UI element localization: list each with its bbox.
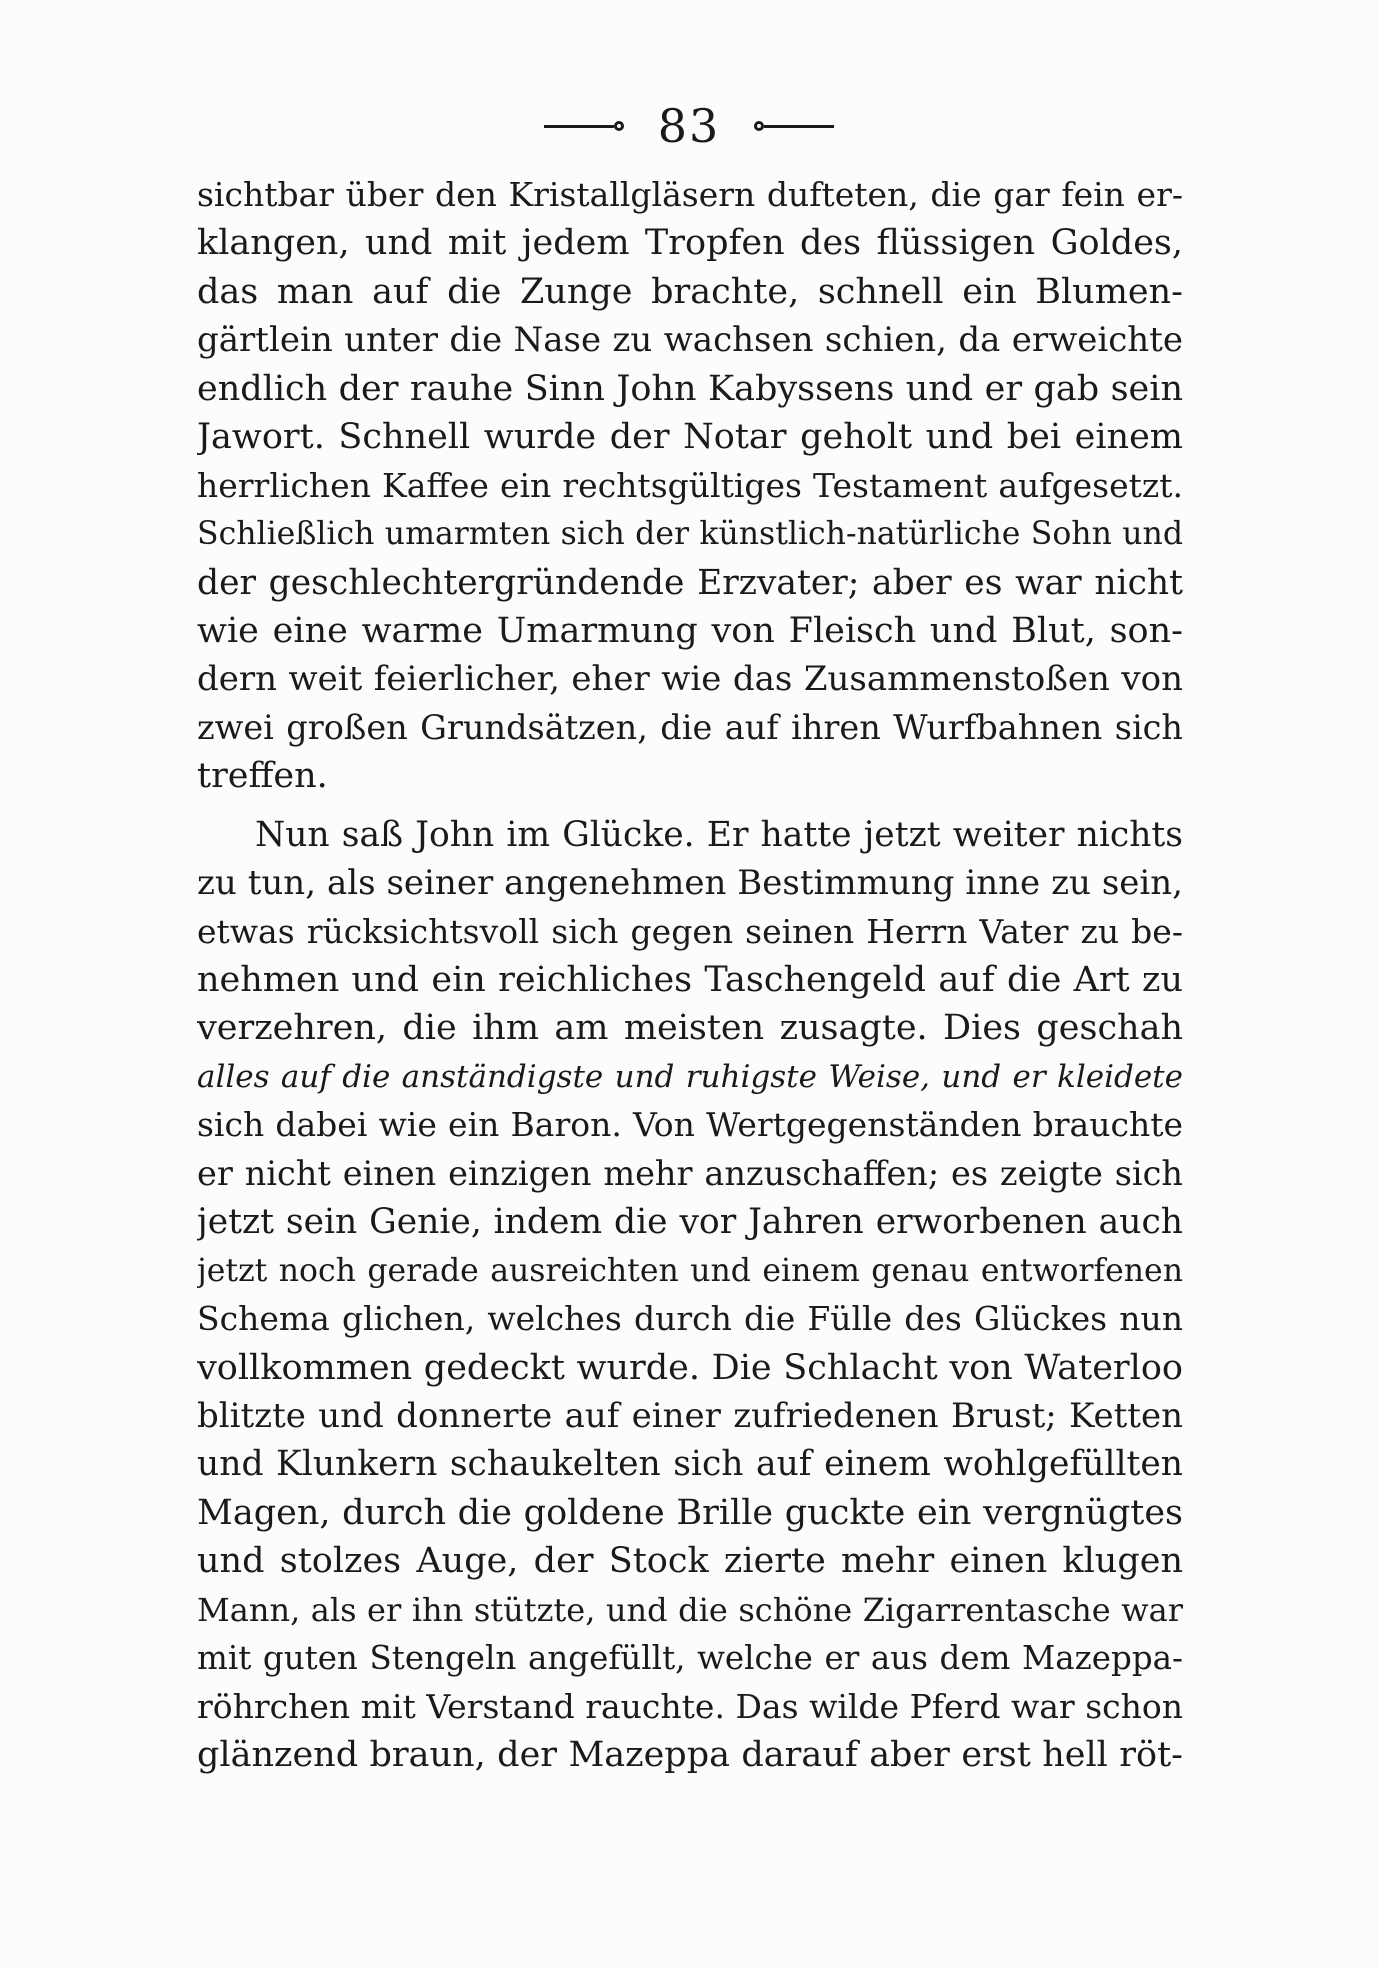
text-line: zu tun, als seiner angenehmen Bestimmung inne zu sein, xyxy=(197,863,1183,904)
text-line: zwei großen Grundsätzen, die auf ihren Wurfbahnen sich xyxy=(197,707,1183,747)
text-line: der geschlechtergründende Erzvater; aber es war nicht xyxy=(197,562,1183,603)
text-line: treffen. xyxy=(197,756,328,797)
text-line: und Klunkern schaukelten sich auf einem wohlgefüllten xyxy=(197,1444,1183,1485)
page-header xyxy=(0,96,1378,156)
text-line: Nun saß John im Glücke. Er hatte jetzt weiter nichts xyxy=(255,814,1183,855)
right-ornament xyxy=(754,121,834,131)
text-line: verzehren, die ihm am meisten zusagte. Dies geschah xyxy=(197,1008,1183,1049)
text-line: alles auf die anständigste und ruhigste Weise, und er kleidete xyxy=(197,1058,1183,1095)
text-line: endlich der rauhe Sinn John Kabyssens und er gab sein xyxy=(197,368,1183,409)
text-line: klangen, und mit jedem Tropfen des flüssigen Goldes, xyxy=(197,223,1183,264)
text-line: röhrchen mit Verstand rauchte. Das wilde Pferd war schon xyxy=(197,1686,1183,1726)
text-line: und stolzes Auge, der Stock zierte mehr einen klugen xyxy=(197,1541,1183,1582)
text-line: Schließlich umarmten sich der künstlich-natürliche Sohn und xyxy=(197,516,1183,553)
page-number: 83 xyxy=(657,99,721,153)
text-line: dern weit feierlicher, eher wie das Zusammenstoßen von xyxy=(197,659,1183,700)
body-text xyxy=(197,171,1183,1779)
text-line: das man auf die Zunge brachte, schnell ein Blumen- xyxy=(197,271,1183,312)
text-line: Magen, durch die goldene Brille guckte ein vergnügtes xyxy=(197,1492,1183,1533)
text-line: herrlichen Kaffee ein rechtsgültiges Testament aufgesetzt. xyxy=(197,465,1183,505)
paragraph-2 xyxy=(197,811,1183,1780)
text-line: nehmen und ein reichliches Taschengeld auf die Art zu xyxy=(197,960,1183,1000)
text-line: Mann, als er ihn stützte, und die schöne Zigarrentasche war xyxy=(197,1590,1183,1629)
text-line: Jawort. Schnell wurde der Notar geholt und bei einem xyxy=(197,417,1183,458)
text-line: blitzte und donnerte auf einer zufriedenen Brust; Ketten xyxy=(197,1395,1183,1436)
text-line: jetzt noch gerade ausreichten und einem genau entworfenen xyxy=(197,1252,1183,1289)
text-line: gärtlein unter die Nase zu wachsen schien, da erweichte xyxy=(197,320,1183,361)
left-ornament xyxy=(544,121,624,131)
text-line: Schema glichen, welches durch die Fülle des Glückes nun xyxy=(197,1299,1183,1339)
text-line: wie eine warme Umarmung von Fleisch und Blut, son- xyxy=(197,610,1183,651)
text-line: glänzend braun, der Mazeppa darauf aber erst hell röt- xyxy=(197,1735,1183,1775)
text-line: sich dabei wie ein Baron. Von Wertgegenständen brauchte xyxy=(197,1105,1183,1145)
text-line: etwas rücksichtsvoll sich gegen seinen Herrn Vater zu be- xyxy=(197,911,1183,951)
text-line: er nicht einen einzigen mehr anzuschaffen; es zeigte sich xyxy=(197,1153,1183,1193)
text-line: mit guten Stengeln angefüllt, welche er aus dem Mazeppa- xyxy=(197,1639,1183,1678)
text-line: vollkommen gedeckt wurde. Die Schlacht von Waterloo xyxy=(197,1347,1183,1388)
paragraph-1 xyxy=(197,171,1183,801)
text-line: sichtbar über den Kristallgläsern dufteten, die gar fein er- xyxy=(197,175,1183,214)
text-line: jetzt sein Genie, indem die vor Jahren erworbenen auch xyxy=(197,1202,1183,1243)
